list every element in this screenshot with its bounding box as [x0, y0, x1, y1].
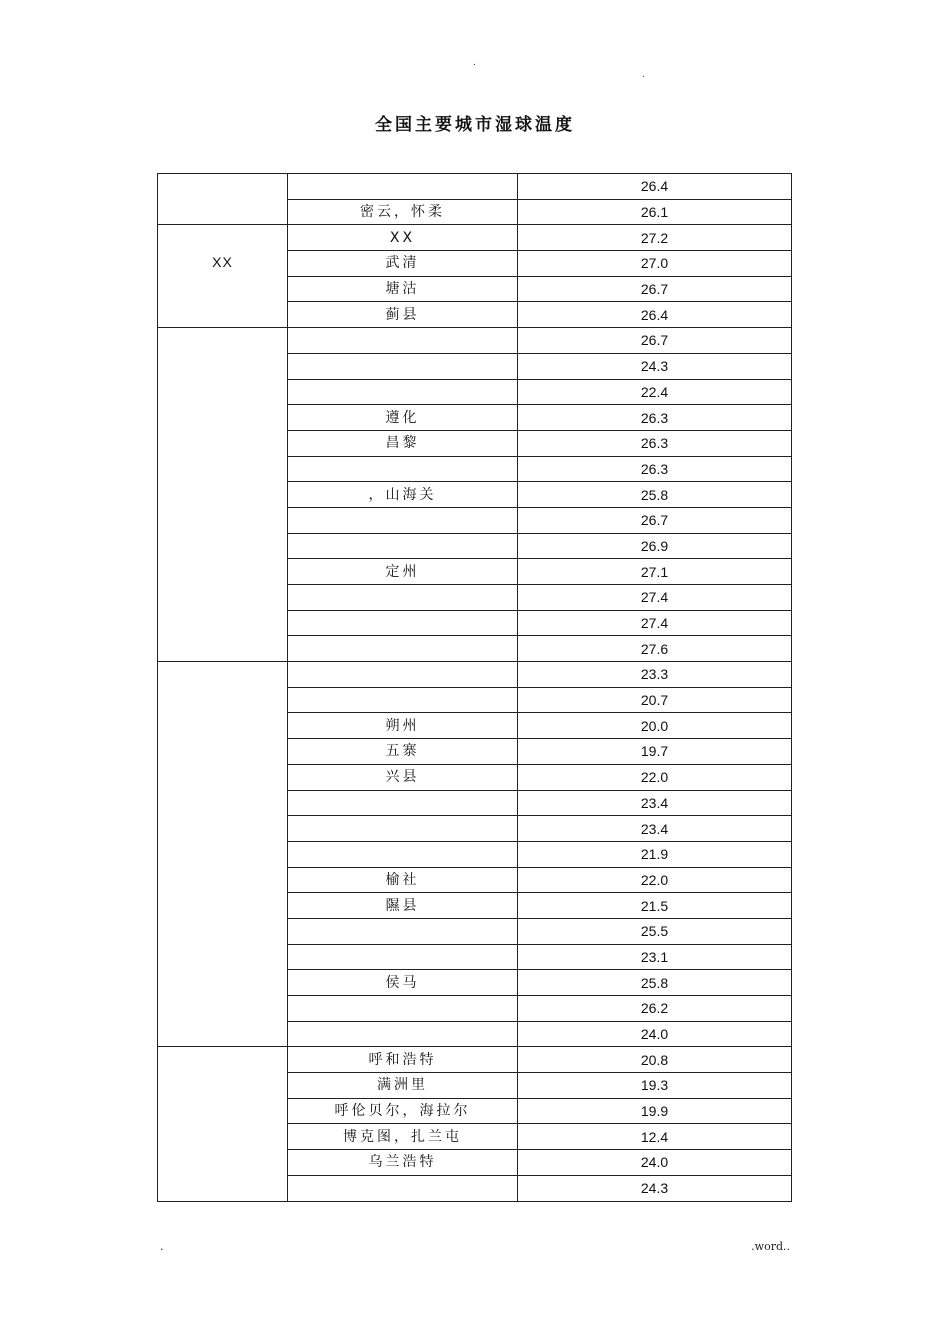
city-cell — [288, 533, 518, 559]
city-cell — [288, 1175, 518, 1201]
footer-right-mark: .word.. — [751, 1240, 790, 1253]
table-row — [158, 1047, 792, 1073]
city-cell — [288, 585, 518, 611]
city-cell — [288, 507, 518, 533]
wet-bulb-value-cell: 20.8 — [518, 1047, 792, 1073]
wet-bulb-value-cell: 27.6 — [518, 636, 792, 662]
wet-bulb-value-cell: 19.7 — [518, 739, 792, 765]
city-cell — [288, 456, 518, 482]
city-cell: 定州 — [288, 559, 518, 585]
city-cell — [288, 1021, 518, 1047]
wet-bulb-value-cell: 19.9 — [518, 1098, 792, 1124]
wet-bulb-value-cell: 25.8 — [518, 970, 792, 996]
table-row — [158, 225, 792, 251]
city-cell: 兴县 — [288, 764, 518, 790]
city-cell — [288, 816, 518, 842]
region-cell — [158, 174, 288, 225]
wet-bulb-value-cell: 21.5 — [518, 893, 792, 919]
wet-bulb-value-cell: 12.4 — [518, 1124, 792, 1150]
city-cell: 博克图，扎兰屯 — [288, 1124, 518, 1150]
wet-bulb-value-cell: 27.4 — [518, 585, 792, 611]
wet-bulb-value-cell: 19.3 — [518, 1073, 792, 1099]
wet-bulb-value-cell: 27.2 — [518, 225, 792, 251]
city-cell — [288, 944, 518, 970]
wet-bulb-value-cell: 26.3 — [518, 430, 792, 456]
region-cell — [158, 662, 288, 1047]
region-cell — [158, 328, 288, 662]
city-cell — [288, 918, 518, 944]
city-cell: 蓟县 — [288, 302, 518, 328]
region-cell: XX — [158, 225, 288, 328]
wet-bulb-value-cell: 27.4 — [518, 610, 792, 636]
wet-bulb-value-cell: 22.0 — [518, 764, 792, 790]
city-cell — [288, 996, 518, 1022]
header-dot-right: . — [642, 70, 645, 80]
city-cell — [288, 174, 518, 200]
wet-bulb-value-cell: 26.7 — [518, 276, 792, 302]
city-cell: 侯马 — [288, 970, 518, 996]
wet-bulb-value-cell: 27.0 — [518, 251, 792, 277]
city-cell — [288, 636, 518, 662]
city-cell: 乌兰浩特 — [288, 1150, 518, 1176]
wet-bulb-value-cell: 26.9 — [518, 533, 792, 559]
header-dot-left: . — [473, 58, 476, 68]
city-cell: ，山海关 — [288, 482, 518, 508]
city-cell: XX — [288, 225, 518, 251]
wet-bulb-table — [157, 173, 791, 1202]
table-row — [158, 662, 792, 688]
wet-bulb-value-cell: 23.3 — [518, 662, 792, 688]
city-cell: 朔州 — [288, 713, 518, 739]
city-cell: 五寨 — [288, 739, 518, 765]
region-cell — [158, 1047, 288, 1201]
table-body — [158, 174, 792, 1202]
wet-bulb-value-cell: 26.7 — [518, 507, 792, 533]
wet-bulb-value-cell: 27.1 — [518, 559, 792, 585]
wet-bulb-value-cell: 20.0 — [518, 713, 792, 739]
wet-bulb-value-cell: 26.3 — [518, 456, 792, 482]
city-cell — [288, 379, 518, 405]
wet-bulb-value-cell: 23.4 — [518, 790, 792, 816]
wet-bulb-value-cell: 22.0 — [518, 867, 792, 893]
city-cell: 武清 — [288, 251, 518, 277]
table-row — [158, 174, 792, 200]
wet-bulb-value-cell: 23.4 — [518, 816, 792, 842]
city-cell — [288, 790, 518, 816]
wet-bulb-value-cell: 26.3 — [518, 405, 792, 431]
city-cell: 榆社 — [288, 867, 518, 893]
city-cell: 塘沽 — [288, 276, 518, 302]
table-row — [158, 328, 792, 354]
wet-bulb-value-cell: 26.7 — [518, 328, 792, 354]
city-cell: 密云，怀柔 — [288, 199, 518, 225]
wet-bulb-value-cell: 25.8 — [518, 482, 792, 508]
wet-bulb-value-cell: 24.3 — [518, 353, 792, 379]
wet-bulb-value-cell: 26.4 — [518, 302, 792, 328]
city-cell: 呼伦贝尔，海拉尔 — [288, 1098, 518, 1124]
city-cell: 呼和浩特 — [288, 1047, 518, 1073]
city-cell: 满洲里 — [288, 1073, 518, 1099]
city-cell — [288, 841, 518, 867]
city-cell — [288, 328, 518, 354]
city-cell: 遵化 — [288, 405, 518, 431]
wet-bulb-value-cell: 26.4 — [518, 174, 792, 200]
city-cell — [288, 353, 518, 379]
wet-bulb-value-cell: 26.1 — [518, 199, 792, 225]
page-title: 全国主要城市湿球温度 — [375, 115, 575, 135]
city-cell — [288, 610, 518, 636]
wet-bulb-value-cell: 20.7 — [518, 687, 792, 713]
wet-bulb-value-cell: 22.4 — [518, 379, 792, 405]
wet-bulb-value-cell: 26.2 — [518, 996, 792, 1022]
city-cell — [288, 662, 518, 688]
city-cell: 隰县 — [288, 893, 518, 919]
wet-bulb-value-cell: 23.1 — [518, 944, 792, 970]
wet-bulb-value-cell: 21.9 — [518, 841, 792, 867]
footer-left-mark: . — [160, 1240, 164, 1253]
wet-bulb-value-cell: 24.0 — [518, 1150, 792, 1176]
wet-bulb-value-cell: 24.0 — [518, 1021, 792, 1047]
city-cell — [288, 687, 518, 713]
wet-bulb-value-cell: 25.5 — [518, 918, 792, 944]
city-cell: 昌黎 — [288, 430, 518, 456]
wet-bulb-value-cell: 24.3 — [518, 1175, 792, 1201]
